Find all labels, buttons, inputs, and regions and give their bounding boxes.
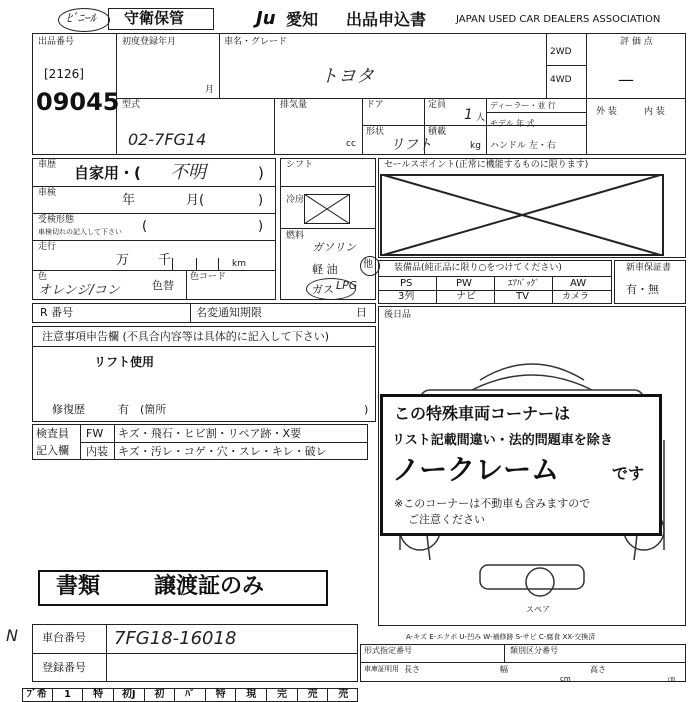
bottom-item-9: 売 xyxy=(298,689,329,701)
bottom-item-2: 特 xyxy=(83,689,114,701)
bottom-item-3: 初J xyxy=(114,689,145,701)
diesel-option: 軽 油 xyxy=(312,263,338,276)
capacity-label: 定員 xyxy=(428,100,447,110)
repair-close: ) xyxy=(364,403,369,416)
chassis-value: 7FG18-16018 xyxy=(114,628,237,649)
fw-label: FW xyxy=(86,427,104,440)
interior-label: 内 装 xyxy=(644,107,665,117)
rating-value: — xyxy=(618,70,634,89)
color-label: 色 xyxy=(38,272,48,282)
load-unit: kg xyxy=(470,141,481,151)
fw-items: キズ・飛石・ヒビ割・リペア跡・X要 xyxy=(118,427,302,440)
notice-line1: この特殊車両コーナーは xyxy=(394,404,571,423)
inspection-close: ) xyxy=(258,219,264,234)
class-designation: 類別区分番号 xyxy=(510,646,558,655)
man-unit: 万 xyxy=(116,253,130,268)
other-mark: 他 xyxy=(363,259,373,270)
model-year-label: モデル 年 式 xyxy=(490,119,535,128)
notice-line3b: です xyxy=(612,464,645,483)
exterior-label: 外 装 xyxy=(596,107,617,117)
history-close: ) xyxy=(258,164,264,182)
length-label: 長さ xyxy=(404,665,420,674)
inspection-open: ( xyxy=(142,219,148,234)
gasoline-option: ガソリン xyxy=(312,241,356,254)
type-designation: 形式指定番号 xyxy=(364,646,412,655)
bottom-row-items xyxy=(22,689,358,701)
fuel-label: 燃料 xyxy=(286,231,305,241)
cert-label: 車庫証明用 xyxy=(364,665,399,673)
model-label: 型式 xyxy=(122,100,141,110)
bottom-item-5: ﾊﾟ xyxy=(175,689,206,701)
notes-header: 注意事項申告欄 (不具合内容等は具体的に記入して下さい) xyxy=(42,330,330,343)
color-code-label: 色コード xyxy=(190,272,227,282)
door-label: ドア xyxy=(366,100,384,110)
spare-label: スペア xyxy=(526,605,550,614)
sales-point-label: セールスポイント(正常に機能するものに限ります) xyxy=(384,160,589,170)
logo-mark: Ju xyxy=(256,8,276,29)
bottom-item-4: 初 xyxy=(145,689,176,701)
documents-value: 譲渡証のみ xyxy=(154,574,265,599)
name-change-day: 日 xyxy=(356,306,367,319)
displacement-label: 排気量 xyxy=(280,100,308,110)
equip-third-row: 3列 xyxy=(398,291,415,302)
equip-ps: PS xyxy=(400,278,413,289)
damage-legend: A-キズ E-エクボ U-凹み W-補修跡 S-サビ C-腐食 XX-交換済 xyxy=(406,633,596,641)
notice-line2: リスト記載間違い・法的問題車を除き xyxy=(392,433,613,448)
notice-line4: ※このコーナーは不動車も含みますので xyxy=(394,497,591,510)
capacity-value: 1 xyxy=(464,107,473,123)
shaken-year-unit: 年 xyxy=(122,193,136,208)
equip-pw: PW xyxy=(456,278,472,289)
documents-label: 書類 xyxy=(56,574,101,599)
history-value: 自家用・( xyxy=(74,164,141,182)
warranty-label: 新車保証書 xyxy=(626,263,672,273)
sales-point-crossed-box xyxy=(380,174,664,256)
interior-items: キズ・汚レ・コゲ・穴・スレ・キレ・破レ xyxy=(118,445,327,458)
car-name-label: 車名・グレード xyxy=(224,37,288,47)
form-label: 形状 xyxy=(366,127,385,137)
sen-unit: 千 xyxy=(158,253,172,268)
bottom-item-0: ﾌﾞ希 xyxy=(22,689,53,701)
rating-label: 評 価 点 xyxy=(620,37,653,47)
drive-4wd: 4WD xyxy=(550,75,572,85)
color-change-label: 色替 xyxy=(152,279,174,292)
bottom-item-1: 1 xyxy=(53,689,84,701)
interior-inspect-label: 内装 xyxy=(86,445,108,458)
equip-airbag: ｴｱﾊﾞｯｸﾞ xyxy=(508,279,540,289)
name-change-label: 名変通知期限 xyxy=(196,306,262,319)
equipment-label: 装備品(純正品に限り○をつけてください) xyxy=(394,263,562,273)
category-label: 守衛保管 xyxy=(124,9,185,27)
bottom-item-6: 特 xyxy=(206,689,237,701)
load-label: 積載 xyxy=(428,127,447,137)
history-label: 車歴 xyxy=(38,160,57,170)
equip-camera: カメラ xyxy=(562,292,590,302)
inspection-form-label: 受検形態 xyxy=(38,215,75,225)
r-number-label: R 番号 xyxy=(40,306,74,319)
dealer-label: ディーラー・並 行 xyxy=(490,101,556,110)
first-reg-month-unit: 月 xyxy=(205,85,215,95)
shaken-label: 車検 xyxy=(38,188,57,198)
association-name: JAPAN USED CAR DEALERS ASSOCIATION xyxy=(456,14,661,25)
ac-crossed-box xyxy=(304,194,350,224)
lift-use-note: リフト使用 xyxy=(94,355,155,369)
km-unit: km xyxy=(232,259,246,269)
form-value: リフト xyxy=(390,137,432,153)
capacity-unit: 人 xyxy=(476,113,486,123)
bottom-item-8: 完 xyxy=(267,689,298,701)
sq-unit: ㎝ xyxy=(668,675,675,683)
ac-label: 冷房 xyxy=(286,195,305,205)
bottom-item-7: 現 xyxy=(236,689,267,701)
first-reg-label: 初度登録年月 xyxy=(122,37,177,47)
notice-line3a: ノークレーム xyxy=(392,453,560,486)
warranty-options: 有・無 xyxy=(626,283,659,296)
history-handwritten: 不明 xyxy=(170,162,206,183)
bottom-item-10: 売 xyxy=(338,689,349,700)
inspection-note: 車検切れの記入して下さい xyxy=(38,228,122,236)
repair-label: 修復歴 xyxy=(52,403,85,416)
notice-line5: ご注意ください xyxy=(408,513,485,526)
color-value: オレンジ/コン xyxy=(38,283,120,298)
inspector-label: 検査員 xyxy=(36,427,69,440)
side-mark: N xyxy=(6,626,18,645)
handle-label: ハンドル 左・右 xyxy=(490,141,556,151)
logo-region: 愛知 xyxy=(286,10,319,29)
lane-code: [2126] xyxy=(44,67,84,81)
equip-aw: AW xyxy=(570,278,587,289)
shaken-month-unit: 月( xyxy=(186,193,205,208)
cc-unit: cc xyxy=(346,139,356,149)
entry-label: 記入欄 xyxy=(36,444,69,457)
reg-no-label: 登録番号 xyxy=(42,661,86,674)
shift-label: シフト xyxy=(286,160,314,170)
drive-2wd: 2WD xyxy=(550,47,572,57)
height-label: 高さ xyxy=(590,665,606,674)
after-day-label: 後日品 xyxy=(384,310,412,320)
cm-unit: cm xyxy=(560,675,571,683)
form-title: 出品申込書 xyxy=(346,10,427,29)
shaken-close: ) xyxy=(258,193,264,208)
repair-part: (箇所 xyxy=(140,403,167,416)
listing-no: 09045 xyxy=(36,88,120,116)
gas-option: ガス xyxy=(312,283,334,296)
equip-tv: TV xyxy=(516,291,529,302)
mileage-label: 走行 xyxy=(38,242,57,252)
width-label: 幅 xyxy=(500,665,508,674)
car-name: トヨタ xyxy=(320,66,374,87)
gas-handwritten: LPG xyxy=(336,279,358,292)
repair-value: 有 xyxy=(118,403,129,416)
listing-no-label: 出品番号 xyxy=(38,37,75,47)
model-value: 02-7FG14 xyxy=(128,130,207,149)
chassis-label: 車台番号 xyxy=(42,631,86,644)
stamp-note: ﾋﾞﾆｰﾙ xyxy=(66,11,97,25)
equip-navi: ナビ xyxy=(456,291,476,302)
